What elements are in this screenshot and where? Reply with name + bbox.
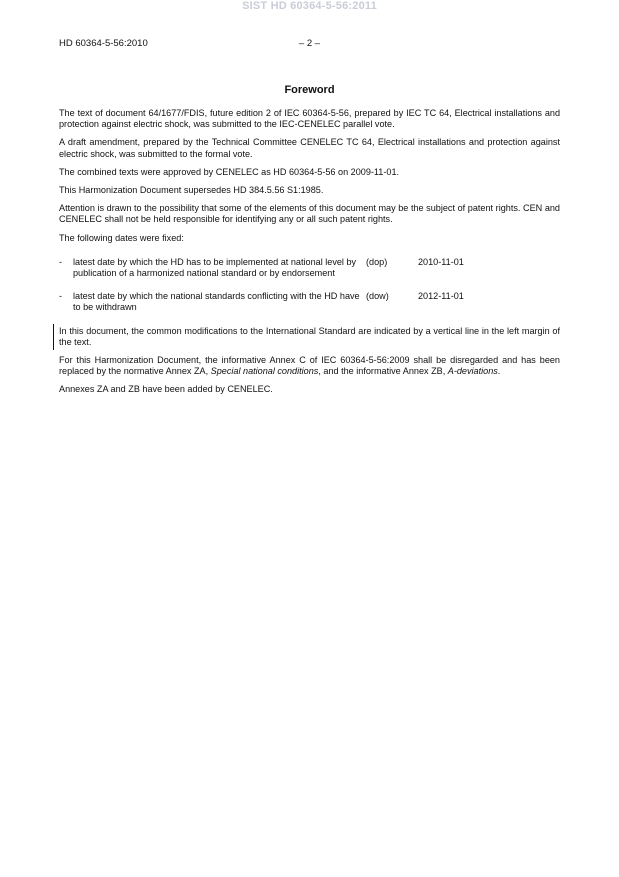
dates-list [59, 257, 560, 314]
watermark: SIST HD 60364-5-56:2011 [242, 0, 377, 12]
annex-za-title: Special national conditions [210, 366, 319, 377]
list-dash: - [59, 256, 63, 267]
paragraph-fdis: The text of document 64/1677/FDIS, future edition 2 of IEC 60364-5-56, prepared by IEC TC 64, Electrical installations and protection against electric shock, was submitted to the IEC-CENELEC parallel vote. [59, 108, 560, 130]
date-description: latest date by which the national standards conflicting with the HD have to be withdrawn [73, 291, 360, 313]
header-doc-id: HD 60364-5-56:2010 [59, 38, 148, 49]
date-value: 2012-11-01 [418, 291, 464, 302]
paragraph-dates-intro: The following dates were fixed: [59, 232, 184, 243]
date-abbreviation: (dop) [366, 256, 388, 267]
date-description: latest date by which the HD has to be implemented at national level by publication of a harmonized national standard or by endorsement [73, 256, 357, 279]
paragraph-annex-note [59, 355, 560, 377]
modification-block [59, 326, 560, 348]
list-dash: - [59, 291, 63, 302]
date-row-dop [59, 257, 560, 279]
paragraph-closing: Annexes ZA and ZB have been added by CENELEC. [59, 384, 273, 395]
paragraph-patent: Attention is drawn to the possibility that some of the elements of this document may be the subject of patent rights. CEN and CENELEC shall not be held responsible for identifying any or all such patent rights. [59, 203, 560, 225]
page-title: Foreword [284, 84, 335, 96]
annex-note-text-1: For this Harmonization Document, the informative Annex C of IEC 60364-5-56:2009 shall be disregarded and has been replaced by the normative Annex ZA, [59, 355, 560, 377]
date-row-dow [59, 291, 560, 313]
date-value: 2010-11-01 [418, 256, 464, 267]
paragraph-draft-amendment: A draft amendment, prepared by the Technical Committee CENELEC TC 64, Electrical installations and protection against electric shock, was submitted to the formal vote. [59, 137, 560, 159]
annex-note-text-2: , and the informative Annex ZB, [318, 366, 448, 377]
annex-zb-title: A-deviations [447, 366, 498, 377]
document-body [59, 108, 560, 403]
header-page-number: – 2 – [298, 38, 321, 49]
modification-margin-line [53, 324, 54, 350]
paragraph-modification-note: In this document, the common modifications to the International Standard are indicated by a vertical line in the left margin of the text. [59, 325, 560, 347]
date-abbreviation: (dow) [366, 291, 389, 302]
paragraph-approval: The combined texts were approved by CENELEC as HD 60364-5-56 on 2009-11-01. [59, 166, 400, 177]
annex-note-text-3: . [497, 366, 501, 377]
paragraph-supersedes: This Harmonization Document supersedes HD 384.5.56 S1:1985. [59, 185, 324, 196]
